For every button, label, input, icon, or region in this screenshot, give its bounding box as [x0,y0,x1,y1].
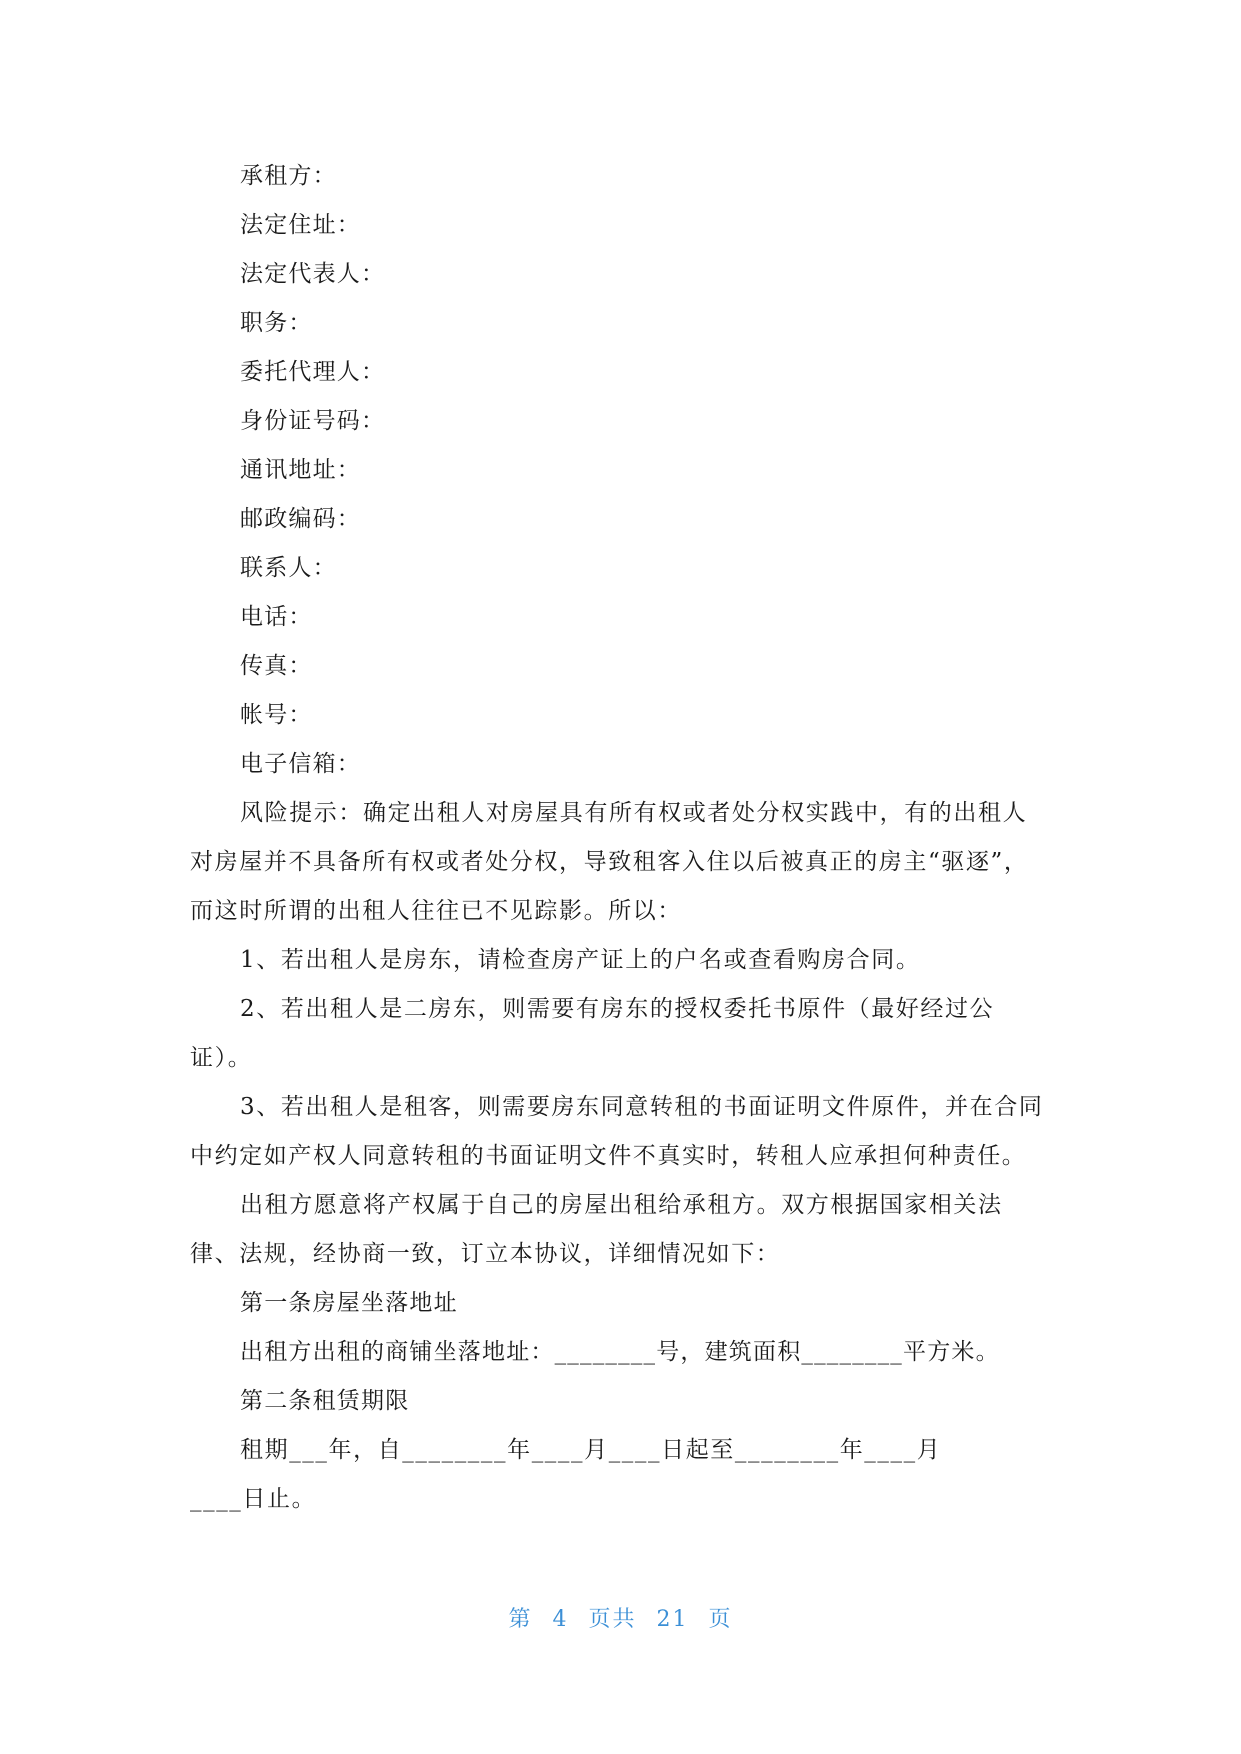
field-mail-address: 通讯地址： [240,457,361,483]
field-tenant: 承租方： [240,163,337,189]
field-postcode: 邮政编码： [240,506,361,532]
field-id-number: 身份证号码： [240,408,386,434]
article-2-row: ____日止。 [190,1486,317,1512]
item-row: 证）。 [190,1045,253,1071]
footer-page-number: 4 [552,1607,569,1632]
field-position: 职务： [240,310,313,336]
risk-row: 风险提示：确定出租人对房屋具有所有权或者处分权实践中，有的出租人 [240,800,1028,826]
item-row: 中约定如产权人同意转租的书面证明文件不真实时，转租人应承担何种责任。 [190,1143,1027,1169]
intro-row: 律、法规，经协商一致，订立本协议，详细情况如下： [190,1241,781,1267]
field-contact: 联系人： [240,555,337,581]
intro-row: 出租方愿意将产权属于自己的房屋出租给承租方。双方根据国家相关法 [240,1192,1003,1218]
page-footer [0,1602,1241,1633]
item-1 [190,936,1050,985]
field-agent: 委托代理人： [240,359,386,385]
article-2-text [190,1426,1050,1524]
field-representative: 法定代表人： [240,261,386,287]
field-address: 法定住址： [240,212,361,238]
item-row: 3、若出租人是租客，则需要房东同意转租的书面证明文件原件，并在合同 [240,1094,1044,1120]
item-3 [190,1083,1050,1181]
field-fax: 传真： [240,653,313,679]
item-row: 1、若出租人是房东，请检查房产证上的户名或查看购房合同。 [240,947,921,973]
article-2-title: 第二条租赁期限 [240,1388,410,1414]
footer-prefix: 第 [508,1607,533,1632]
risk-row: 对房屋并不具备所有权或者处分权，导致租客入住以后被真正的房主“驱逐”， [190,849,1029,875]
document-body [190,152,1050,1524]
risk-row: 而这时所谓的出租人往往已不见踪影。所以： [190,898,682,924]
intro-paragraph [190,1181,1050,1279]
footer-middle: 页共 [588,1607,637,1632]
footer-suffix: 页 [708,1607,733,1632]
item-row: 2、若出租人是二房东，则需要有房东的授权委托书原件（最好经过公 [240,996,995,1022]
footer-total-pages: 21 [656,1607,689,1632]
field-email: 电子信箱： [240,751,361,777]
field-phone: 电话： [240,604,313,630]
risk-paragraph [190,789,1050,936]
field-account: 帐号： [240,702,313,728]
article-1-text: 出租方出租的商铺坐落地址：________号，建筑面积________平方米。 [240,1339,1000,1365]
article-2-row: 租期___年，自________年____月____日起至________年____月 [240,1437,942,1463]
article-1-title: 第一条房屋坐落地址 [240,1290,458,1316]
item-2 [190,985,1050,1083]
